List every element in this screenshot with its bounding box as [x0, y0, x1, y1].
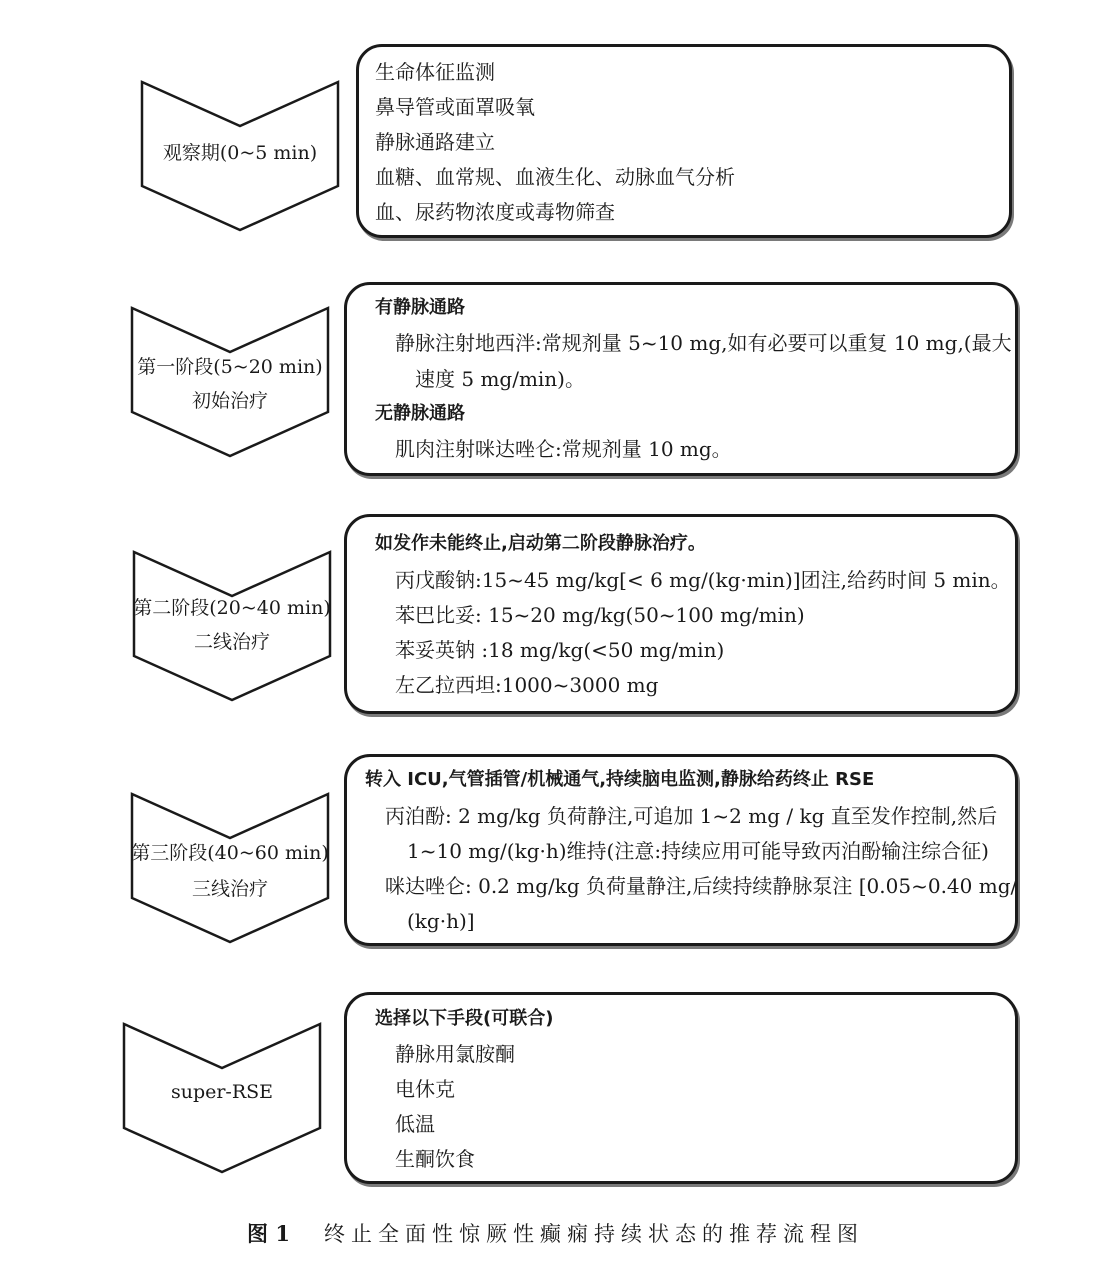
- stage-0-chevron: [140, 80, 340, 232]
- stage-2-label-line-0: 第二阶段(20~40 min): [133, 597, 331, 619]
- stage-1-line-1: 静脉注射地西泮:常规剂量 5~10 mg,如有必要可以重复 10 mg,(最大: [395, 331, 1012, 355]
- stage-2-chevron: [132, 550, 332, 702]
- stage-1-line-2: 速度 5 mg/min)。: [415, 367, 585, 391]
- stage-0-line-2: 静脉通路建立: [375, 130, 495, 154]
- stage-3-label-line-1: 三线治疗: [191, 878, 268, 900]
- stage-1-chevron: [130, 306, 330, 458]
- stage-2-line-3: 苯妥英钠 :18 mg/kg(<50 mg/min): [395, 638, 725, 662]
- stage-4-line-1: 静脉用氯胺酮: [395, 1042, 515, 1066]
- stage-4-line-3: 低温: [395, 1112, 435, 1136]
- stage-0-line-4: 血、尿药物浓度或毒物筛查: [375, 200, 615, 224]
- stage-4-line-2: 电休克: [395, 1077, 455, 1101]
- stage-3-line-4: (kg·h)]: [407, 909, 475, 933]
- stage-4-box: [344, 992, 1018, 1184]
- stage-1-line-0: 有静脉通路: [375, 297, 465, 318]
- figure-number: 图 1: [247, 1221, 290, 1246]
- figure-caption: [0, 1218, 1111, 1248]
- stage-0-line-0: 生命体征监测: [375, 60, 495, 84]
- stage-1-label-line-1: 初始治疗: [191, 390, 268, 412]
- stage-1-label-line-0: 第一阶段(5~20 min): [137, 356, 323, 378]
- stage-3-line-0: 转入 ICU,气管插管/机械通气,持续脑电监测,静脉给药终止 RSE: [365, 769, 875, 790]
- stage-1-line-3: 无静脉通路: [375, 403, 465, 424]
- stage-3-label-line-0: 第三阶段(40~60 min): [131, 842, 329, 864]
- stage-0-box: [356, 44, 1012, 238]
- stage-1-line-4: 肌肉注射咪达唑仑:常规剂量 10 mg。: [395, 437, 732, 461]
- figure-title: 终止全面性惊厥性癫痫持续状态的推荐流程图: [323, 1222, 864, 1246]
- stage-1-box: [344, 282, 1018, 476]
- stage-4-chevron: [122, 1022, 322, 1174]
- stage-2-line-1: 丙戊酸钠:15~45 mg/kg[< 6 mg/(kg·min)]团注,给药时间 5 min。: [395, 568, 1011, 592]
- stage-4-label: super-RSE: [170, 1081, 274, 1103]
- stage-3-line-2: 1~10 mg/(kg·h)维持(注意:持续应用可能导致丙泊酚输注综合征): [407, 839, 989, 863]
- stage-4-line-0: 选择以下手段(可联合): [375, 1008, 554, 1029]
- stage-3-chevron: [130, 792, 330, 944]
- stage-2-line-0: 如发作未能终止,启动第二阶段静脉治疗。: [375, 533, 706, 554]
- stage-2-label-line-1: 二线治疗: [193, 631, 270, 653]
- stage-2-line-4: 左乙拉西坦:1000~3000 mg: [395, 673, 659, 697]
- stage-3-box: [344, 754, 1018, 946]
- stage-2-box: [344, 514, 1018, 714]
- stage-4-line-4: 生酮饮食: [395, 1147, 475, 1171]
- stage-2-line-2: 苯巴比妥: 15~20 mg/kg(50~100 mg/min): [395, 603, 805, 627]
- stage-0-line-1: 鼻导管或面罩吸氧: [375, 95, 535, 119]
- stage-3-line-1: 丙泊酚: 2 mg/kg 负荷静注,可追加 1~2 mg / kg 直至发作控制,然后: [385, 804, 998, 828]
- stage-0-line-3: 血糖、血常规、血液生化、动脉血气分析: [375, 165, 735, 189]
- stage-0-label: 观察期(0~5 min): [162, 142, 318, 164]
- stage-3-line-3: 咪达唑仑: 0.2 mg/kg 负荷量静注,后续持续静脉泵注 [0.05~0.40 mg/: [385, 874, 1018, 898]
